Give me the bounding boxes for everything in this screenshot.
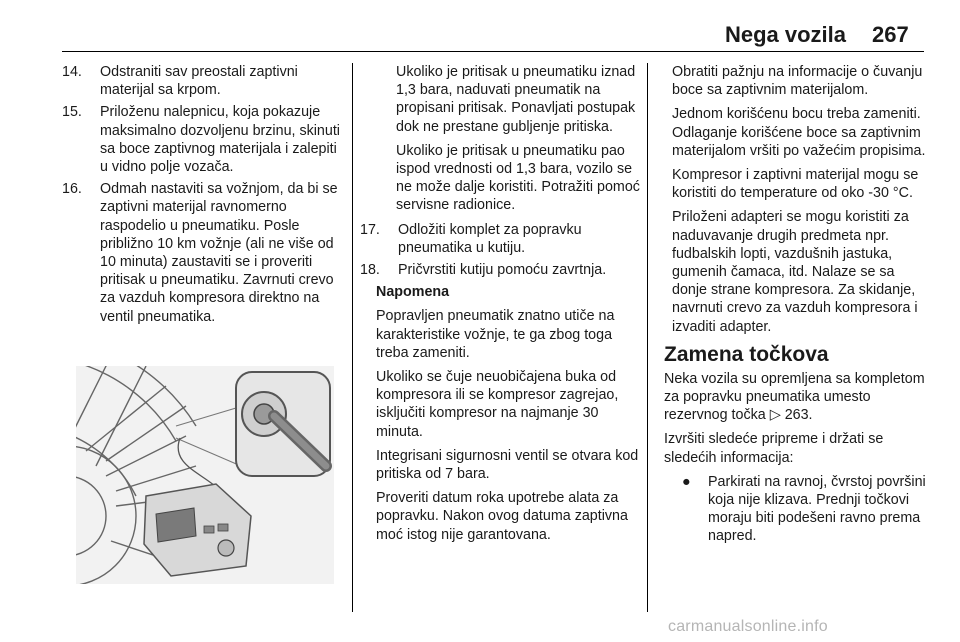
header-rule: [62, 51, 924, 52]
bullet-item: [664, 473, 928, 546]
paragraph: [664, 370, 928, 425]
continued-paragraphs: [360, 63, 640, 215]
paragraph: Ukoliko je pritisak u pneumatiku iznad 1,3 bara, naduvati pneumatik na propisani pritisak. Ponavljati postupak dok ne prestane gubljenje pritiska.: [396, 64, 636, 135]
bullet-text: Parkirati na ravnoj, čvrstoj površini koja nije klizava. Prednji točkovi moraju biti podešeni ravno prema napred.: [708, 473, 926, 545]
paragraph: Ukoliko je pritisak u pneumatiku pao ispod vrednosti od 1,3 bara, vozilo se ne može dalje koristiti. Potražiti pomoć servisne radionice.: [396, 142, 640, 214]
page-header-title: Nega vozila: [724, 22, 846, 47]
item-text: Odložiti komplet za popravku pneumatika u kutiju.: [398, 221, 582, 256]
continued-paragraphs: [664, 63, 928, 336]
item-number: 15.: [62, 104, 82, 121]
paragraph: Jednom korišćenu bocu treba zameniti. Odlaganje korišćene boce sa zaptivnim materijalom vršiti po važećim propisima.: [672, 106, 926, 159]
list-item: [62, 63, 344, 99]
note-paragraph: Integrisani sigurnosni ventil se otvara kod pritiska od 7 bara.: [376, 447, 639, 483]
note-paragraph: Popravljen pneumatik znatno utiče na karakteristike vožnje, te ga zbog toga treba zameniti.: [376, 308, 615, 361]
item-number: 18.: [360, 262, 380, 279]
paragraph: Priloženi adapteri se mogu koristiti za naduvavanje drugih predmeta npr. fudbalskih lopti, vazdušnih jastuka, gumenih čamaca, itd. Nalaze se sa donje strane kompresora. Za skidanje, navrnuti crevo za vazduh kompresora i izvaditi adapter.: [672, 209, 918, 335]
column-3: [664, 63, 928, 546]
note-box: [360, 283, 640, 544]
item-number: 17.: [360, 221, 380, 238]
paragraph-text: Neka vozila su opremljena sa kompletom za popravku pneumatika umesto rezervnog točka: [664, 370, 925, 424]
paragraph: Izvršiti sledeće pripreme i držati se sledećih informacija:: [664, 431, 884, 466]
watermark: carmanualsonline.info: [668, 618, 828, 635]
paragraph: Kompresor i zaptivni materijal mogu se koristiti do temperature od oko -30 °C.: [672, 167, 919, 202]
item-number: 16.: [62, 181, 82, 198]
page-reference: 263.: [784, 407, 813, 424]
item-text: Priloženu nalepnicu, koja pokazuje maksimalno dozvoljenu brzinu, skinuti sa boce zaptivnog materijala i zalepiti u vidno polje vozača.: [100, 104, 340, 176]
note-heading: Napomena: [376, 284, 450, 301]
section-heading: Zamena točkova: [664, 342, 829, 366]
item-text: Pričvrstiti kutiju pomoću zavrtnja.: [398, 262, 607, 279]
list-item: [62, 180, 344, 326]
page-reference-icon: ▷: [769, 407, 781, 424]
column-divider-1: [352, 63, 353, 612]
column-2: [360, 63, 640, 550]
list-item: [360, 221, 640, 257]
list-item: [360, 261, 640, 279]
item-text: Odmah nastaviti sa vožnjom, da bi se zaptivni materijal ravnomerno raspodelio u pneumatiku. Posle približno 10 km vožnje (ali ne više od 10 minuta) zaustaviti se i proveriti pritisak u pneumatiku. Zavrnuti crevo za vazduh kompresora direktno na ventil pneumatika.: [100, 181, 338, 325]
page-number: 267: [872, 22, 909, 47]
bullet-dot: ●: [682, 473, 691, 490]
note-paragraph: Proveriti datum roka upotrebe alata za popravku. Nakon ovog datuma zaptivna moć istog nije garantovana.: [376, 490, 628, 543]
item-number: 14.: [62, 64, 82, 80]
column-1: [62, 63, 344, 330]
note-paragraph: Ukoliko se čuje neuobičajena buka od kompresora ili se kompresor zagrejao, isključiti kompresor na najmanje 30 minuta.: [376, 369, 619, 440]
column-divider-2: [647, 63, 648, 612]
list-item: [62, 103, 344, 176]
item-text: Odstraniti sav preostali zaptivni materijal sa krpom.: [100, 64, 298, 99]
paragraph: Obratiti pažnju na informacije o čuvanju boce sa zaptivnim materijalom.: [672, 64, 923, 99]
tire-repair-illustration: [76, 366, 334, 584]
